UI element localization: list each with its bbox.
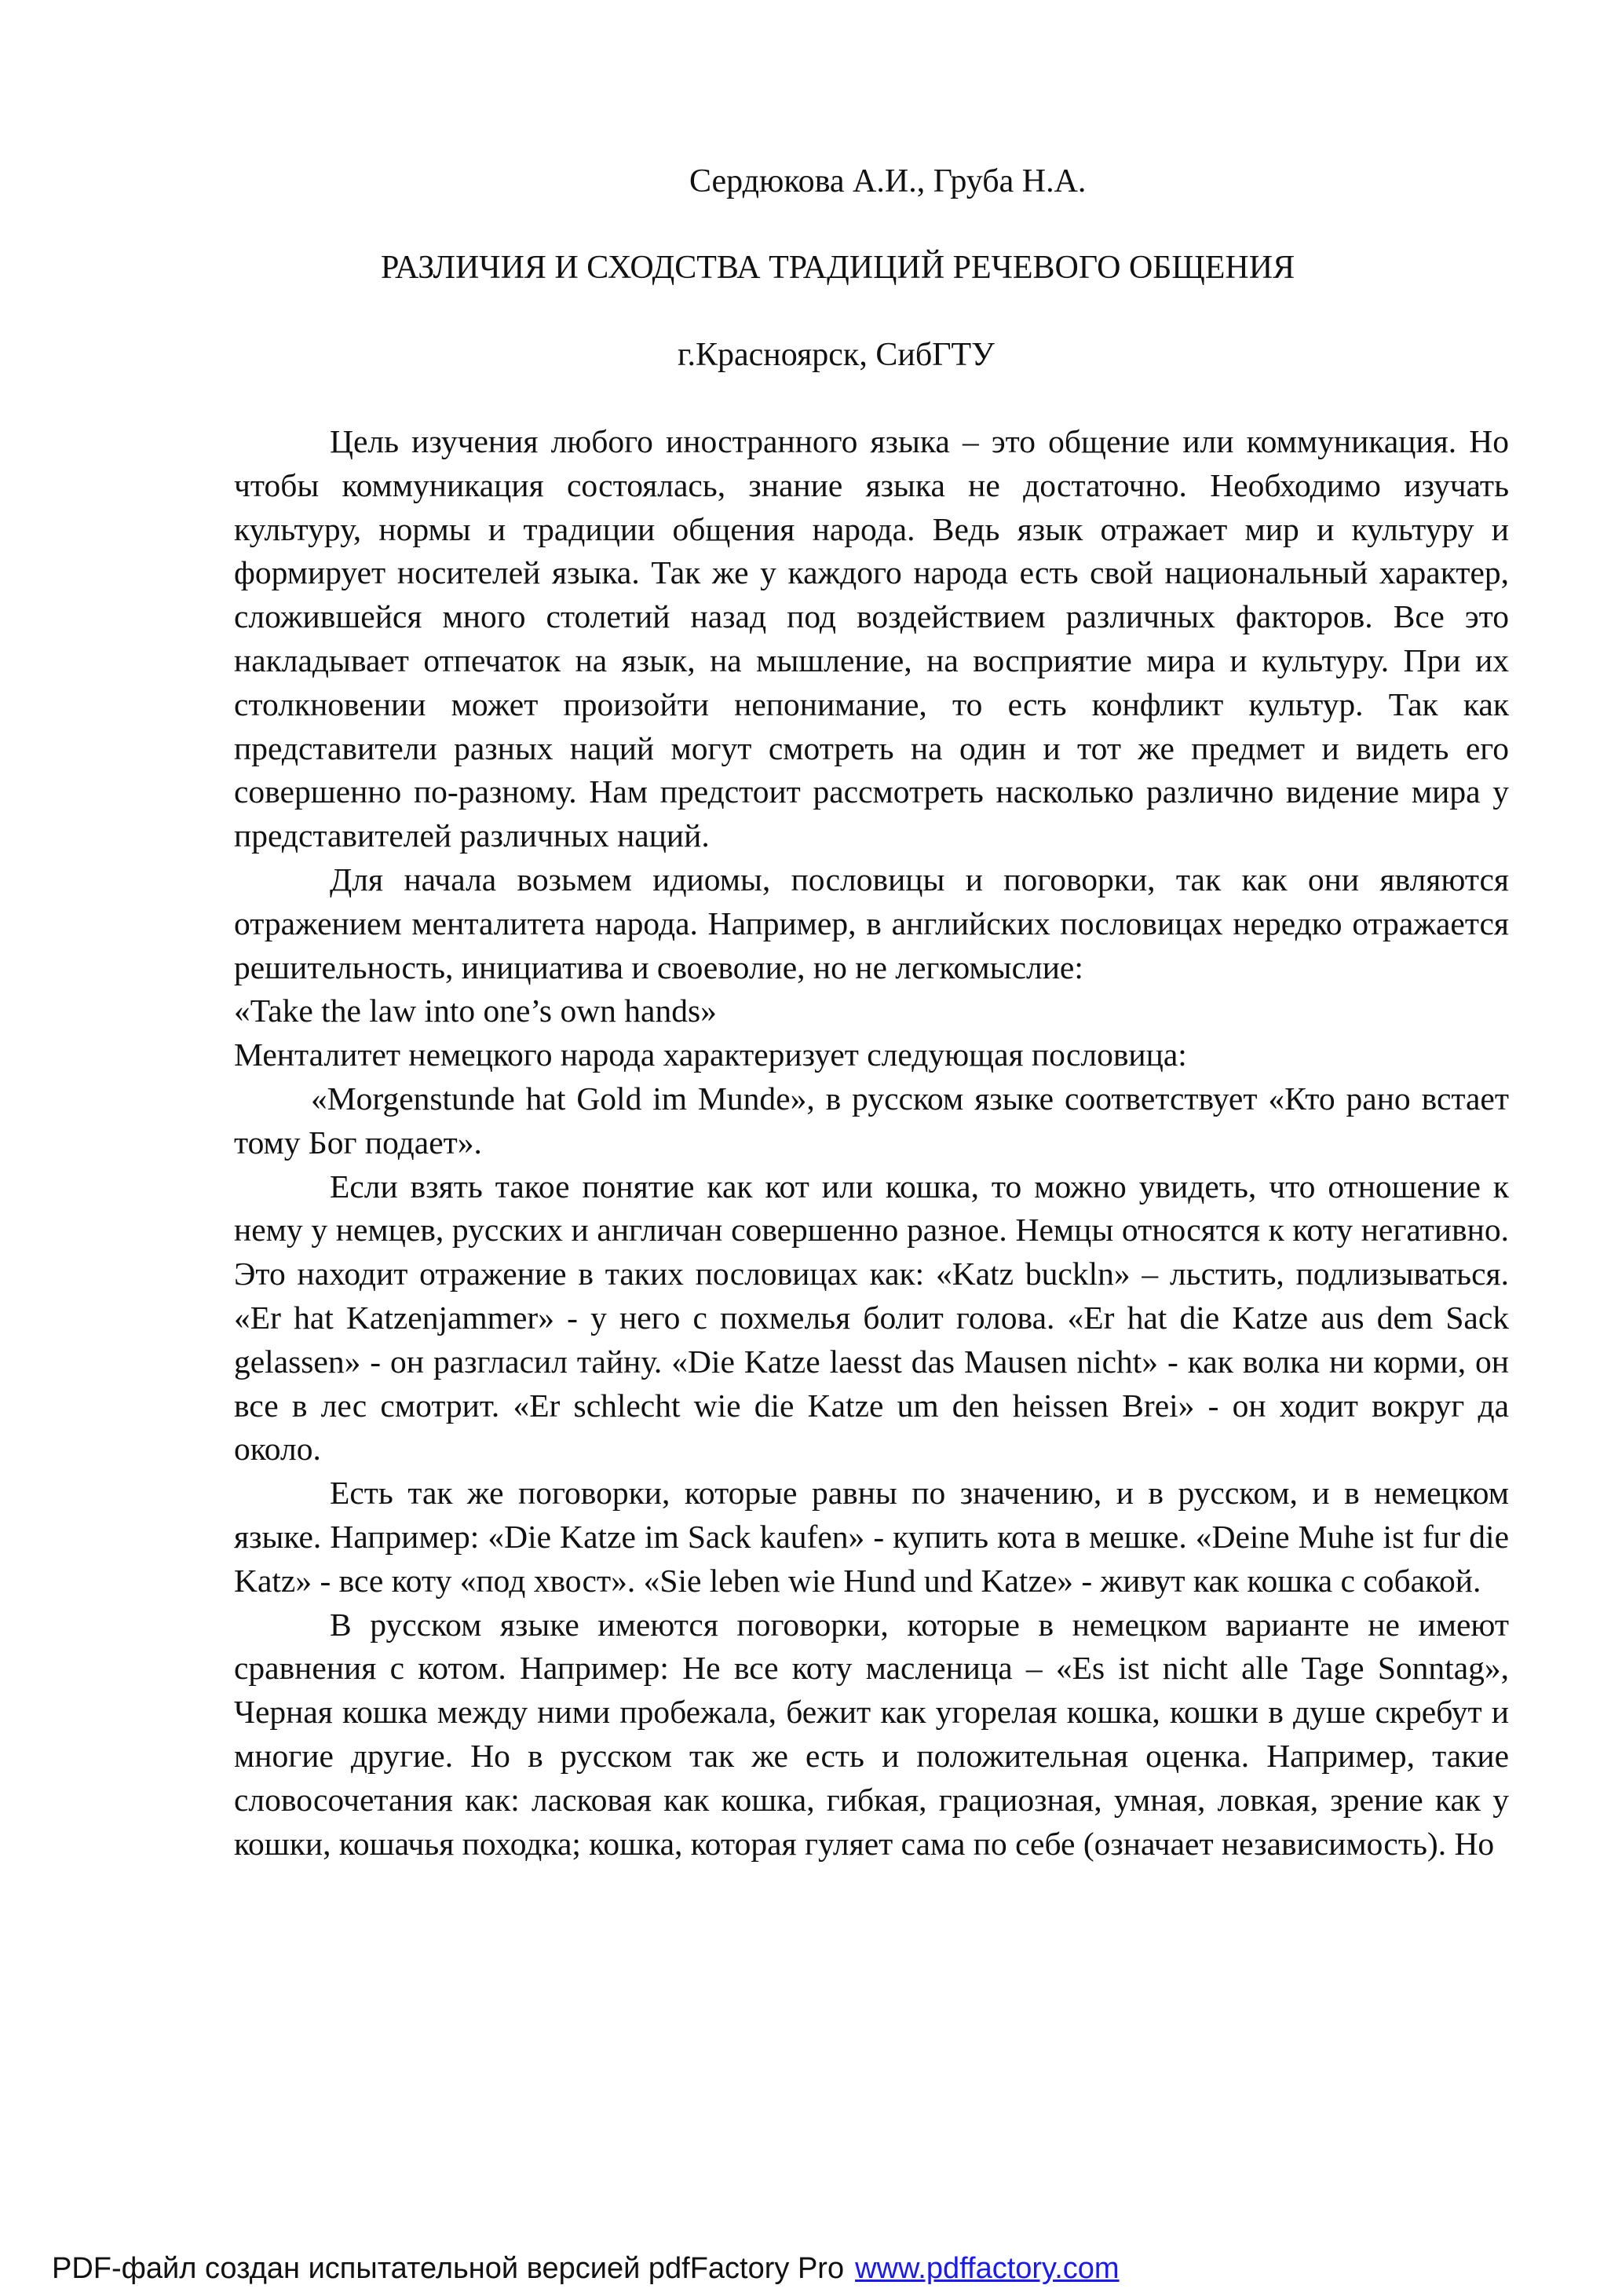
paragraph-5: Если взять такое понятие как кот или кошка, то можно увидеть, что отношение к нему у немцев, русских и англичан совершенно разное. Немцы относятся к коту негативно. Это находит отражение в таких пословицах как: «Katz buckln» – льстить, подлизываться. «Er hat Katzenjammer» - у него с похмелья болит голова. «Er hat die Katze aus dem Sack gelassen» - он разгласил тайну. «Die Katze laesst das Mausen nicht» - как волка ни корми, он все в лес смотрит. «Er schlecht wie die Katze um den heissen Brei» - он ходит вокруг да около. bbox=[234, 1168, 1509, 1468]
paragraph-7: В русском языке имеются поговорки, которые в немецком варианте не имеют сравнения с котом. Например: Не все коту масленица – «Es ist nicht alle Tage Sonntag», Черная кошка между ними пробежала, бежит как угорелая кошка, кошки в душе скребут и многие другие. Но в русском так же есть и положительная оценка. Например, такие словосочетания как: ласковая как кошка, гибкая, грациозная, умная, ловкая, зрение как у кошки, кошачья походка; кошка, которая гуляет сама по себе (означает независимость). Но bbox=[234, 1606, 1509, 1862]
paragraph-1: Цель изучения любого иностранного языка – это общение или коммуникация. Но чтобы коммуникация состоялась, знание языка не достаточно. Необходимо изучать культуру, нормы и традиции общения народа. Ведь язык отражает мир и культуру и формирует носителей языка. Так же у каждого народа есть свой национальный характер, сложившейся много столетий назад под воздействием различных факторов. Все это накладывает отпечаток на язык, на мышление, на восприятие мира и культуру. При их столкновении может произойти непонимание, то есть конфликт культур. Так как представители разных наций могут смотреть на один и тот же предмет и видеть его совершенно по-разному. Нам предстоит рассмотреть насколько различно видение мира у представителей различных наций. bbox=[234, 423, 1509, 854]
article-body bbox=[234, 420, 1509, 1866]
article-title: РАЗЛИЧИЯ И СХОДСТВА ТРАДИЦИЙ РЕЧЕВОГО ОБЩЕНИЯ bbox=[381, 250, 1295, 286]
affiliation-line: г.Красноярск, СибГТУ bbox=[678, 337, 995, 373]
paragraph-6: Есть так же поговорки, которые равны по значению, и в русском, и в немецком языке. Например: «Die Katze im Sack kaufen» - купить кота в мешке. «Deine Muhe ist fur die Katz» - все коту «под хвост». «Sie leben wie Hund und Katze» - живут как кошка с собакой. bbox=[234, 1475, 1509, 1599]
pdf-watermark-footer bbox=[52, 2250, 1120, 2287]
paragraph-4: «Morgenstunde hat Gold im Munde», в русском языке соответствует «Кто рано встает тому Бог подает». bbox=[234, 1080, 1509, 1161]
paragraph-3: Менталитет немецкого народа характеризует следующая пословица: bbox=[234, 1036, 1187, 1073]
english-proverb-quote: «Take the law into one’s own hands» bbox=[234, 993, 717, 1029]
footer-text: PDF-файл создан испытательной версией pdfFactory Pro bbox=[52, 2252, 845, 2285]
paragraph-2: Для начала возьмем идиомы, пословицы и поговорки, так как они являются отражением менталитета народа. Например, в английских пословицах нередко отражается решительность, инициатива и своеволие, но не легкомыслие: bbox=[234, 861, 1509, 985]
pdffactory-link[interactable]: www.pdffactory.com bbox=[855, 2252, 1120, 2285]
authors-line: Сердюкова А.И., Груба Н.А. bbox=[689, 163, 1087, 199]
